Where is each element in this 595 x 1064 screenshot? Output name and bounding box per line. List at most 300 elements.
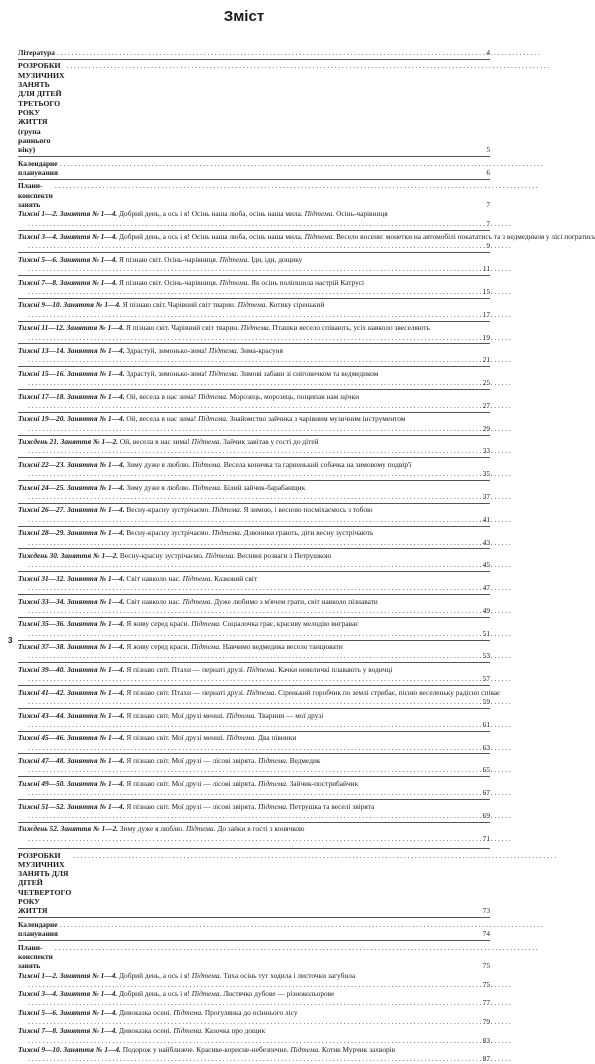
toc-entry[interactable]	[18, 822, 490, 843]
toc-entry-tail	[18, 287, 466, 296]
toc-entry-tail	[18, 720, 466, 729]
toc-week: Тижні 47—48.	[18, 756, 66, 766]
toc-entry-line	[18, 1045, 466, 1054]
toc-lesson: Заняття № 1—4.	[67, 346, 125, 355]
toc-subtopic-label: Підтема.	[258, 801, 288, 811]
toc-subtopic-label: Підтема.	[191, 619, 221, 629]
toc-subtopic-label: Підтема.	[219, 277, 250, 287]
toc-heading: Плани-конспекти занять	[18, 942, 53, 971]
toc-topic: Добрий день, а ось і я!	[119, 989, 190, 999]
toc-leader-dots	[28, 1036, 511, 1045]
toc-topic: Я пізнаю світ. Чарівний світ тварин.	[125, 323, 240, 333]
toc-subtopic: Дзвоники грають, діти весну зустрічають	[243, 528, 374, 538]
toc-entry[interactable]	[18, 179, 490, 209]
toc-entry-tail	[18, 998, 466, 1007]
toc-week: Тижні 33—34.	[18, 596, 66, 606]
toc-lesson: Заняття № 1—4.	[67, 756, 125, 766]
toc-entry-tail	[18, 629, 466, 638]
toc-lesson: Заняття № 1—2.	[60, 551, 119, 561]
toc-page-number: 43	[482, 537, 490, 547]
toc-subtopic: Весело восени: монетки на автомобілі покататись та з ведмедиком у лісі погратись	[336, 232, 595, 242]
toc-entry-line	[18, 300, 466, 309]
toc-entry-tail	[18, 834, 466, 843]
toc-week: Тижні 5—6.	[18, 1007, 58, 1017]
toc-entry-line	[18, 528, 466, 537]
toc-topic: Добрий день, а ось і я!	[119, 970, 190, 980]
toc-page-number: 35	[482, 469, 490, 479]
toc-subtopic: Весела коничка та гарненький собачка на зимовому подвір'ї	[223, 459, 412, 469]
toc-entry[interactable]	[18, 298, 490, 319]
toc-entry-tail	[18, 743, 466, 752]
toc-subtopic-label: Підтема.	[182, 573, 213, 583]
toc-topic: Я пізнаю світ. Мої друзі — лісові звірята.	[126, 801, 257, 811]
toc-entry-tail	[18, 446, 466, 455]
toc-leader-dots	[28, 469, 511, 478]
toc-leader-dots	[28, 788, 511, 797]
toc-week: Тижні 22—23.	[18, 459, 66, 469]
toc-leader-dots	[28, 674, 511, 683]
toc-subtopic-label: Підтема.	[304, 209, 335, 219]
toc-leader-dots	[28, 765, 511, 774]
toc-lesson: Заняття № 1—4.	[59, 277, 118, 287]
toc-entry[interactable]	[18, 1008, 490, 1027]
toc-heading: Календарне планування	[18, 919, 58, 939]
toc-leader-dots	[55, 943, 538, 952]
toc-page-number: 17	[482, 309, 490, 319]
toc-entry[interactable]	[18, 571, 490, 592]
toc-leader-dots	[28, 401, 511, 410]
toc-entry-line	[18, 232, 595, 242]
toc-entry-tail	[18, 811, 466, 820]
toc-week: Тижні 17—18.	[18, 391, 66, 401]
toc-page-number: 7	[486, 218, 490, 228]
toc-page-number: 25	[482, 378, 490, 388]
toc-topic: Зиму дуже я люблю.	[119, 824, 184, 834]
toc-page-number: 19	[482, 332, 490, 342]
toc-entry-line	[18, 779, 466, 788]
toc-topic: Весну-красну зустрічаємо.	[126, 528, 211, 538]
toc-subtopic: Соціалочка грає, красиву мелодію виграває	[222, 619, 359, 629]
toc-entry-line	[18, 665, 466, 674]
toc-entry-line	[18, 711, 466, 720]
toc-entry[interactable]	[18, 548, 490, 569]
toc-subtopic: Зайчик-пострибайчик	[289, 778, 359, 788]
toc-entry[interactable]	[18, 526, 490, 547]
toc-page-number: 53	[482, 651, 490, 661]
toc-entry-line	[18, 392, 466, 401]
toc-entry-line	[18, 756, 466, 765]
toc-entry[interactable]	[18, 640, 490, 661]
toc-entry-tail	[18, 401, 466, 410]
toc-heading: Плани-конспекти занять	[18, 181, 53, 210]
toc-lesson: Заняття № 1—4.	[66, 323, 125, 333]
toc-heading: Література	[18, 48, 55, 57]
toc-page-number: 87	[482, 1054, 490, 1064]
toc-subtopic-label: Підтема.	[290, 1044, 321, 1054]
toc-entry[interactable]	[18, 848, 490, 916]
toc-page-number: 61	[482, 719, 490, 729]
toc-entry[interactable]	[18, 412, 490, 433]
toc-subtopic-label: Підтема.	[208, 346, 239, 355]
toc-entry-tail	[18, 606, 466, 615]
toc-subtopic-label: Підтема.	[198, 391, 228, 401]
toc-leader-dots	[28, 241, 511, 250]
toc-entry[interactable]	[18, 971, 490, 990]
toc-subtopic: Листячко дубове — різнокольорове	[223, 989, 335, 999]
toc-lesson: Заняття № 1—4.	[67, 710, 125, 720]
toc-page-number: 49	[482, 605, 490, 615]
toc-subtopic-label: Підтема.	[240, 323, 271, 333]
toc-subtopic: Іди, іди, дощику	[251, 254, 303, 264]
toc-lesson: Заняття № 1—4.	[67, 368, 125, 378]
toc-week: Тиждень 21.	[18, 437, 59, 447]
toc-subtopic: Осінь-чарівниця	[336, 209, 388, 219]
toc-leader-dots	[67, 61, 550, 70]
toc-page-number: 71	[482, 833, 490, 843]
toc-entry[interactable]	[18, 776, 490, 797]
toc-week: Тижні 19—20.	[18, 414, 66, 424]
toc-page-number: 41	[482, 514, 490, 524]
toc-entry[interactable]	[18, 708, 490, 729]
toc-week: Тижні 26—27.	[18, 505, 66, 515]
toc-entry-line	[18, 574, 466, 583]
toc-topic: Зиму дуже я люблю.	[126, 459, 191, 469]
toc-lesson: Заняття № 1—2.	[60, 824, 119, 834]
toc-subtopic: Знайомство зайчика з чарівним музичним інструментом	[229, 414, 406, 424]
toc-week: Тижні 7—8.	[18, 277, 58, 287]
toc-lesson: Заняття № 1—4.	[63, 300, 121, 310]
toc-subtopic-label: Підтема.	[191, 970, 222, 980]
toc-leader-dots	[28, 424, 511, 433]
toc-entry-line	[18, 278, 466, 287]
toc-entry-line	[18, 437, 466, 446]
toc-week: Тижні 37—38.	[18, 642, 66, 652]
toc-subtopic-label: Підтема.	[258, 756, 288, 766]
toc-subtopic-label: Підтема.	[258, 778, 288, 788]
toc-week: Тижні 3—4.	[18, 989, 58, 999]
toc-entry-line	[18, 369, 466, 378]
toc-page-number: 45	[482, 560, 490, 570]
toc-subtopic-label: Підтема.	[226, 733, 257, 743]
toc-topic: Я пізнаю світ. Птахи — пернаті друзі.	[126, 687, 245, 697]
toc-subtopic: Навчимо ведмедика весело танцювати	[222, 642, 343, 652]
toc-entry-line	[18, 943, 466, 971]
toc-leader-dots	[28, 998, 511, 1007]
toc-leader-dots	[28, 697, 511, 706]
toc-entry[interactable]	[18, 389, 490, 410]
toc-subtopic: Качки невеличкі плавають у водичці	[278, 664, 393, 674]
toc-page-number: 79	[482, 1017, 490, 1027]
toc-week: Тиждень 52.	[18, 824, 59, 834]
toc-entry[interactable]	[18, 989, 490, 1008]
toc-entry-line	[18, 346, 466, 355]
toc-leader-dots	[28, 219, 511, 228]
toc-subtopic: Зима-красуня	[240, 346, 283, 355]
toc-subtopic-label: Підтема.	[246, 664, 277, 674]
toc-entry[interactable]	[18, 366, 490, 387]
toc-entry[interactable]	[18, 209, 490, 228]
toc-leader-dots	[28, 264, 511, 273]
toc-subtopic-label: Підтема.	[219, 254, 250, 264]
toc-week: Тижні 1—2.	[18, 970, 58, 980]
toc-entry-line	[18, 851, 466, 916]
toc-entry[interactable]	[18, 685, 501, 707]
toc-leader-dots	[28, 310, 511, 319]
toc-topic: Добрий день, а ось і я! Осінь наша люба, осінь наша мила.	[119, 209, 303, 219]
toc-topic: Добрий день, а ось і я! Осінь наша люба, осінь наша мила.	[119, 232, 303, 242]
toc-entry-line	[18, 551, 466, 560]
toc-leader-dots	[73, 851, 556, 860]
toc-entry-line	[18, 61, 466, 154]
toc-subtopic-label: Підтема.	[192, 482, 222, 492]
toc-week: Тижні 24—25.	[18, 482, 66, 492]
toc-entry-line	[18, 414, 466, 423]
toc-lesson: Заняття № 1—4.	[59, 1007, 118, 1017]
toc-topic: Ой, весела в нас зима!	[126, 414, 197, 424]
toc-week: Тижні 35—36.	[18, 619, 66, 629]
toc-page-number: 11	[482, 264, 490, 274]
toc-entry[interactable]	[18, 731, 490, 752]
toc-week: Тижні 3—4.	[18, 232, 58, 242]
toc-entry[interactable]	[18, 662, 490, 683]
toc-subtopic-label: Підтема.	[212, 528, 242, 538]
toc-week: Тижні 51—52.	[18, 801, 66, 811]
toc-leader-dots	[28, 720, 511, 729]
toc-week: Тижні 5—6.	[18, 254, 58, 264]
toc-leader-dots	[28, 446, 511, 455]
toc-week: Тижні 13—14.	[18, 346, 66, 355]
toc-entry-tail	[18, 1036, 466, 1045]
toc-lesson: Заняття № 1—4.	[59, 254, 118, 264]
toc-entry[interactable]	[18, 917, 490, 938]
toc-entry-line	[18, 920, 466, 939]
toc-page-number: 67	[482, 788, 490, 798]
toc-leader-dots	[55, 181, 538, 190]
toc-entry[interactable]	[18, 156, 490, 177]
toc-heading: РОЗРОБКИ МУЗИЧНИХ ЗАНЯТЬ ДЛЯ ДІТЕЙ ТРЕТЬОГО РОКУ ЖИТТЯ (група раннього віку)	[18, 61, 65, 155]
toc-week: Тижні 49—50.	[18, 778, 66, 788]
toc-entry-line	[18, 802, 466, 811]
toc-entry-tail	[18, 674, 466, 683]
toc-week: Тижні 43—44.	[18, 710, 66, 720]
toc-lesson: Заняття № 1—4.	[59, 232, 118, 242]
toc-entry[interactable]	[18, 799, 490, 820]
toc-page-number: 6	[486, 167, 490, 177]
toc-topic: Світ навколо нас.	[126, 596, 181, 606]
toc-week: Тижні 7—8.	[18, 1026, 58, 1036]
toc-subtopic-label: Підтема.	[182, 596, 213, 606]
toc-page-number: 77	[482, 998, 490, 1008]
toc-entry-tail	[18, 560, 466, 569]
toc-page-number: 5	[486, 145, 490, 155]
toc-entry-tail	[18, 333, 466, 342]
toc-entry-line	[18, 323, 466, 332]
toc-entry[interactable]	[18, 435, 490, 456]
toc-topic: Я пізнаю світ. Птахи — пернаті друзі.	[126, 664, 245, 674]
toc-topic: Ой, весела в нас зима!	[119, 437, 190, 447]
toc-leader-dots	[28, 560, 511, 569]
toc-subtopic-label: Підтема.	[237, 300, 268, 310]
toc-subtopic-label: Підтема.	[192, 459, 222, 469]
toc-subtopic: Котику сіренький	[269, 300, 325, 310]
toc-topic: Я пізнаю світ. Осінь-чарівниця.	[119, 277, 218, 287]
toc-subtopic: Весняні розваги з Петрушкою	[237, 551, 332, 561]
toc-lesson: Заняття № 1—4.	[67, 414, 125, 424]
toc-entry-line	[18, 824, 466, 833]
toc-entry-tail	[18, 651, 466, 660]
table-of-contents	[18, 48, 595, 1064]
toc-topic: Я пізнаю світ. Мої друзі — лісові звірята.	[126, 756, 257, 766]
toc-lesson: Заняття № 1—4.	[67, 642, 125, 652]
toc-entry[interactable]	[18, 252, 490, 273]
toc-subtopic-label: Підтема.	[191, 437, 222, 447]
toc-entry-tail	[18, 378, 466, 387]
toc-subtopic: Два півники	[257, 733, 297, 743]
toc-entry[interactable]	[18, 457, 490, 478]
toc-subtopic: До зайки в гості з конячкою	[217, 824, 305, 834]
toc-subtopic: Зайчик завітав у гості до дітей	[223, 437, 319, 447]
toc-entry-line	[18, 460, 466, 469]
toc-page-number: 47	[482, 583, 490, 593]
toc-entry[interactable]	[18, 321, 490, 342]
toc-page-number: 15	[482, 286, 490, 296]
toc-leader-dots	[28, 743, 511, 752]
toc-entry-tail	[18, 219, 466, 228]
toc-page-number: 65	[482, 765, 490, 775]
toc-subtopic: Котик Мурчик захворів	[321, 1044, 396, 1054]
page-title: Зміст	[223, 8, 265, 25]
toc-entry-line	[18, 209, 466, 218]
toc-entry-line	[18, 619, 466, 628]
toc-entry[interactable]	[18, 275, 490, 296]
toc-leader-dots	[28, 355, 511, 364]
toc-lesson: Заняття № 1—4.	[59, 970, 118, 980]
toc-week: Тижні 45—46.	[18, 733, 66, 743]
toc-leader-dots	[28, 538, 511, 547]
toc-page-number: 37	[482, 491, 490, 501]
toc-subtopic: Зимові забави зі сніговичком та ведмедиком	[240, 368, 379, 378]
toc-entry[interactable]	[18, 343, 490, 364]
toc-entry[interactable]	[18, 1045, 490, 1064]
toc-week: Тижні 11—12.	[18, 323, 65, 333]
toc-page-number: 75	[482, 961, 490, 971]
toc-entry-tail	[18, 515, 466, 524]
toc-lesson: Заняття № 1—4.	[67, 801, 125, 811]
toc-entry-line	[18, 505, 466, 514]
toc-week: Тижні 1—2.	[18, 209, 58, 219]
toc-topic: Зиму дуже я люблю.	[126, 482, 191, 492]
toc-subtopic-label: Підтема.	[205, 551, 236, 561]
toc-entry[interactable]	[18, 230, 595, 251]
toc-subtopic: Пташки весело співають, усіх навколо звеселяють	[272, 323, 430, 333]
toc-topic: Подорож у найближче. Красиве-корисне-небезпечне.	[122, 1044, 289, 1054]
toc-topic: Весну-красну зустрічаємо.	[119, 551, 204, 561]
toc-topic: Я живу серед краси.	[126, 642, 190, 652]
toc-lesson: Заняття № 1—4.	[67, 391, 125, 401]
toc-week: Тижні 39—40.	[18, 664, 66, 674]
toc-subtopic: Як осінь поліпшила настрій Катрусі	[251, 277, 365, 287]
toc-subtopic: Я зимою, і весною посміхаємось з тобою	[243, 505, 373, 515]
toc-page-number: 69	[482, 810, 490, 820]
toc-subtopic: Тиха осінь тут ходила і листочки загубила	[223, 970, 356, 980]
toc-entry[interactable]	[18, 503, 490, 524]
toc-entry[interactable]	[18, 480, 490, 501]
toc-subtopic: Прогулянка до осіннього лісу	[204, 1007, 298, 1017]
toc-entry-tail	[18, 355, 466, 364]
toc-subtopic-label: Підтема.	[185, 824, 216, 834]
toc-entry-line	[18, 733, 466, 742]
toc-topic: Я пізнаю світ. Мої друзі менші.	[126, 710, 225, 720]
toc-entry-line	[18, 181, 466, 209]
toc-leader-dots	[28, 606, 511, 615]
toc-topic: Я пізнаю світ. Чарівний світ тварин.	[122, 300, 236, 310]
toc-lesson: Заняття № 1—4.	[67, 619, 125, 629]
toc-page-number: 74	[482, 929, 490, 939]
toc-leader-dots	[28, 980, 511, 989]
toc-entry-tail	[18, 1017, 466, 1026]
toc-entry[interactable]	[18, 617, 490, 638]
toc-lesson: Заняття № 1—4.	[67, 482, 125, 492]
toc-page-number: 83	[482, 1035, 490, 1045]
toc-page-number: 75	[482, 979, 490, 989]
toc-entry[interactable]	[18, 59, 490, 155]
toc-week: Тижні 28—29.	[18, 528, 66, 538]
toc-entry-line	[18, 159, 466, 178]
toc-entry-tail	[18, 241, 466, 250]
toc-week: Тижні 9—10.	[18, 300, 62, 310]
toc-lesson: Заняття № 1—4.	[67, 733, 125, 743]
toc-subtopic-label: Підтема.	[226, 710, 257, 720]
toc-entry-tail	[18, 310, 466, 319]
toc-entry[interactable]	[18, 940, 490, 970]
toc-subtopic: Ведмедик	[289, 756, 321, 766]
toc-entry-tail	[18, 980, 466, 989]
toc-page-number: 59	[482, 697, 490, 707]
toc-leader-dots	[28, 834, 511, 843]
toc-leader-dots	[60, 920, 543, 929]
toc-lesson: Заняття № 1—4.	[67, 687, 125, 697]
toc-entry-tail	[18, 469, 466, 478]
toc-lesson: Заняття № 1—4.	[59, 989, 118, 999]
toc-subtopic-label: Підтема.	[198, 414, 228, 424]
toc-subtopic-label: Підтема.	[304, 232, 335, 242]
toc-topic: Дивоказка осені.	[119, 1007, 172, 1017]
toc-entry[interactable]	[18, 594, 490, 615]
toc-entry-line	[18, 971, 466, 980]
toc-lesson: Заняття № 1—4.	[67, 778, 125, 788]
toc-page-number: 73	[482, 906, 490, 916]
toc-week: Тижні 31—32.	[18, 573, 66, 583]
toc-subtopic: Казочка про дощик	[204, 1026, 266, 1036]
toc-entry-line	[18, 255, 466, 264]
toc-entry[interactable]	[18, 753, 490, 774]
toc-heading: Календарне планування	[18, 158, 58, 177]
toc-heading: РОЗРОБКИ МУЗИЧНИХ ЗАНЯТЬ ДЛЯ ДІТЕЙ ЧЕТВЕРТОГО РОКУ ЖИТТЯ	[18, 850, 72, 916]
toc-entry-tail	[18, 583, 466, 592]
toc-subtopic: Морозець, морозець, пощипав нам щічки	[229, 391, 360, 401]
toc-page-number: 33	[482, 446, 490, 456]
toc-entry[interactable]	[18, 1026, 490, 1045]
toc-leader-dots	[28, 287, 511, 296]
toc-topic: Здрастуй, зимонько-зима!	[126, 346, 208, 355]
toc-topic: Світ навколо нас.	[126, 573, 181, 583]
toc-lesson: Заняття № 1—4.	[67, 505, 125, 515]
toc-subtopic: Тварини — мої друзі	[257, 710, 324, 720]
toc-entry-line	[18, 642, 466, 651]
toc-entry[interactable]	[18, 48, 490, 57]
toc-topic: Я пізнаю світ. Мої друзі менші.	[126, 733, 225, 743]
toc-subtopic-label: Підтема.	[173, 1007, 203, 1017]
